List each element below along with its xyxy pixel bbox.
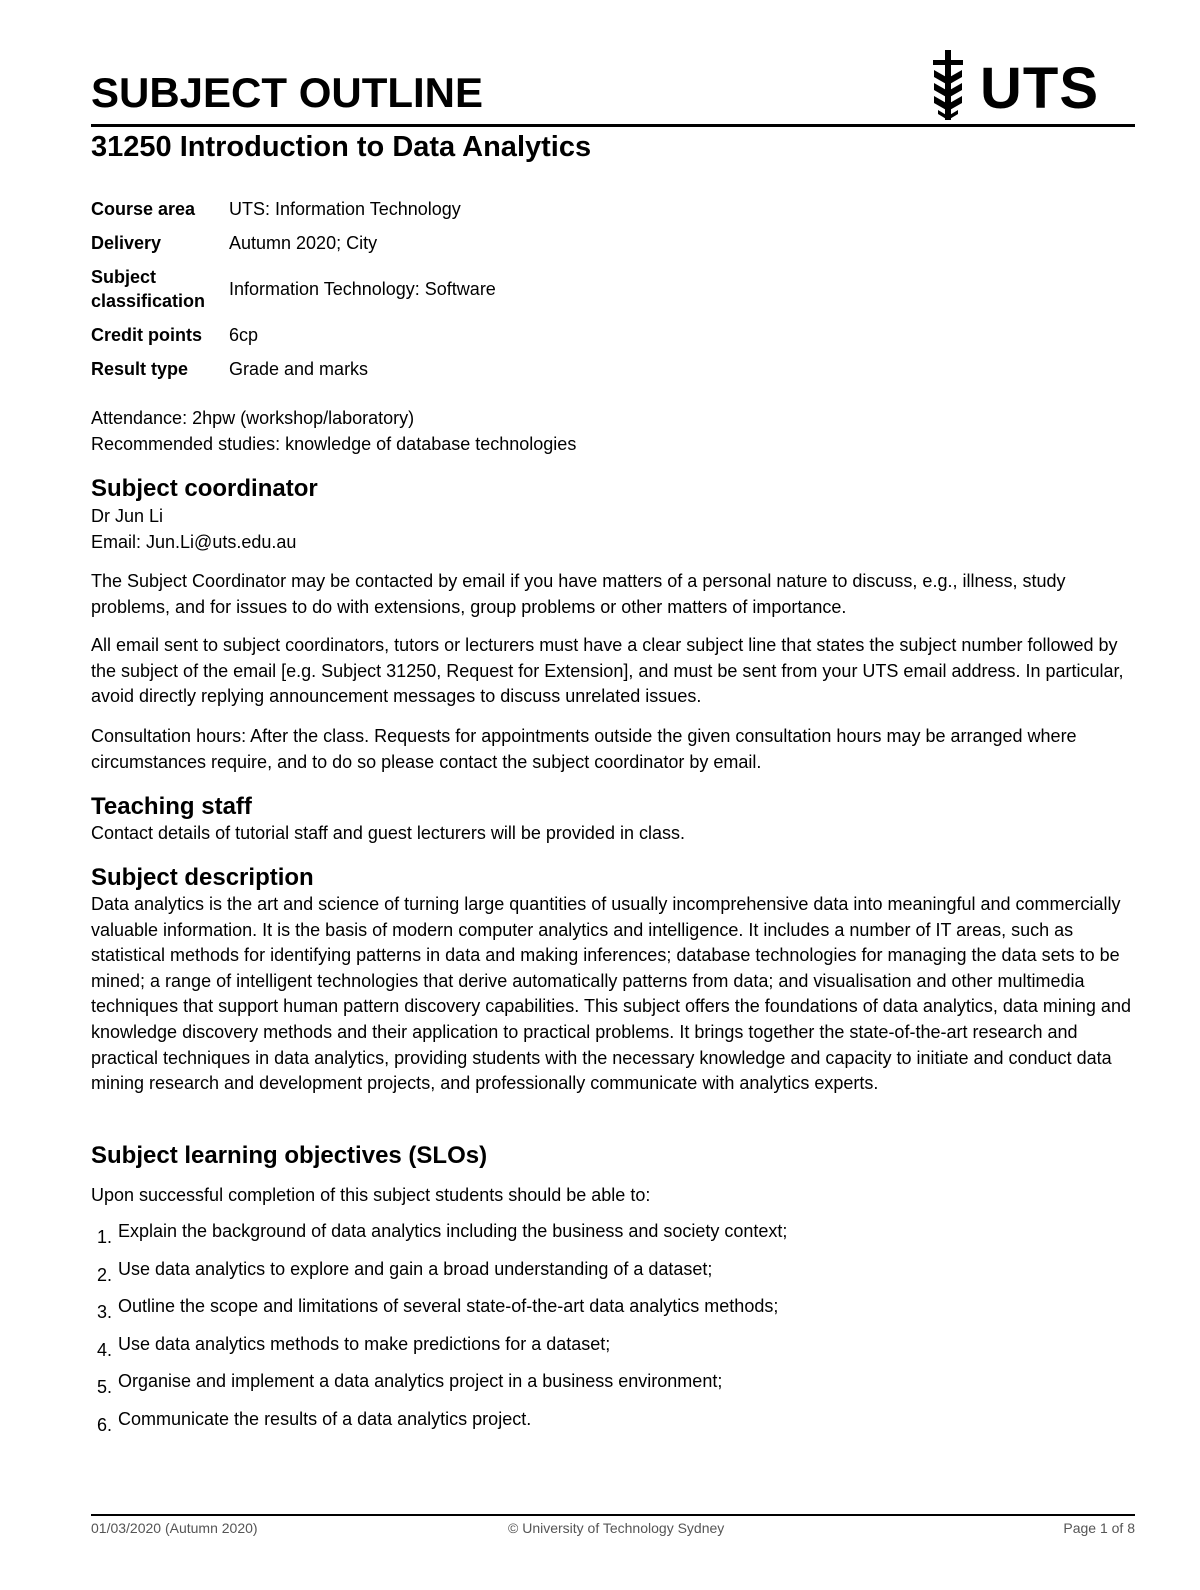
- slo-list: [91, 1218, 1136, 1443]
- footer-page-number: Page 1 of 8: [1063, 1520, 1135, 1536]
- coordinator-heading: Subject coordinator: [91, 475, 318, 502]
- slo-text: Use data analytics methods to make predictions for a dataset;: [118, 1333, 611, 1354]
- meta-value: Grade and marks: [229, 359, 369, 379]
- meta-label: Delivery: [91, 233, 162, 253]
- slo-number: 2.: [97, 1264, 113, 1285]
- document-title: SUBJECT OUTLINE: [91, 69, 484, 116]
- recommended-studies-text: Recommended studies: knowledge of database technologies: [91, 434, 577, 454]
- slo-text: Organise and implement a data analytics project in a business environment;: [118, 1371, 723, 1391]
- list-item: [91, 1256, 1136, 1294]
- header-rule: [91, 124, 1135, 127]
- teaching-staff-text: Contact details of tutorial staff and guest lecturers will be provided in class.: [91, 823, 685, 843]
- footer-date: 01/03/2020 (Autumn 2020): [91, 1520, 258, 1536]
- coordinator-email: Email: Jun.Li@uts.edu.au: [91, 532, 297, 552]
- subject-description-text: Data analytics is the art and science of turning large quantities of usually incomprehensive data into meaningful and commercially valuable information. It is the basis of modern computer analytics and intelligence. It includes a number of IT areas, such as statistical methods for identifying patterns in data and making inferences; database technologies for managing the data sets to be mined; a range of intelligent technologies that derive automatically patterns from data; and visualisation and other multimedia techniques that support human pattern discovery capabilities. This subject offers the foundations of data analytics, data mining and knowledge discovery methods and their application to practical problems. It brings together the state-of-the-art research and practical techniques in data analytics, providing students with the necessary knowledge and capacity to initiate and conduct data mining research and development projects, and professionally communicate with analytics experts.: [91, 894, 1131, 1094]
- meta-row: [91, 352, 991, 386]
- subject-description-heading: Subject description: [91, 864, 314, 891]
- attendance-text: Attendance: 2hpw (workshop/laboratory): [91, 408, 415, 428]
- coordinator-paragraph: Consultation hours: After the class. Requests for appointments outside the given consultation hours may be arranged where circumstances require, and to do so please contact the subject coordinator by email.: [91, 726, 1077, 772]
- list-item: [91, 1331, 1136, 1369]
- meta-label: Credit points: [91, 325, 202, 345]
- meta-row: [91, 318, 991, 352]
- meta-label: Subject classification: [91, 267, 206, 311]
- footer-copyright: © University of Technology Sydney: [508, 1520, 725, 1536]
- slo-number: 5.: [97, 1377, 113, 1397]
- meta-row: [91, 226, 991, 260]
- slo-number: 1.: [97, 1227, 113, 1247]
- subject-details-table: [91, 192, 991, 386]
- meta-value: UTS: Information Technology: [229, 199, 461, 219]
- slos-heading: Subject learning objectives (SLOs): [91, 1142, 488, 1169]
- list-item: [91, 1406, 1136, 1444]
- footer-rule: [91, 1514, 1135, 1516]
- meta-label: Course area: [91, 199, 196, 219]
- uts-logo-text: UTS: [980, 56, 1099, 121]
- slos-intro: Upon successful completion of this subject students should be able to:: [91, 1185, 651, 1205]
- teaching-staff-heading: Teaching staff: [91, 793, 252, 820]
- list-item: [91, 1368, 1136, 1406]
- slo-text: Outline the scope and limitations of several state-of-the-art data analytics methods;: [118, 1296, 779, 1316]
- slo-text: Use data analytics to explore and gain a broad understanding of a dataset;: [118, 1258, 713, 1279]
- meta-row: [91, 260, 991, 318]
- meta-label: Result type: [91, 359, 189, 379]
- coordinator-paragraph: All email sent to subject coordinators, tutors or lecturers must have a clear subject line that states the subject number followed by the subject of the email [e.g. Subject 31250, Request for Extension], and must be sent from your UTS email address. In particular, avoid directly replying announcement messages to discuss unrelated issues.: [91, 635, 1124, 707]
- slo-number: 3.: [97, 1302, 113, 1322]
- list-item: [91, 1218, 1136, 1256]
- uts-logo: [926, 50, 1106, 122]
- meta-row: [91, 192, 991, 226]
- meta-value: 6cp: [229, 325, 259, 345]
- slo-text: Communicate the results of a data analytics project.: [118, 1408, 532, 1429]
- subject-title: 31250 Introduction to Data Analytics: [91, 131, 592, 163]
- meta-value: Autumn 2020; City: [229, 233, 378, 253]
- coordinator-paragraph: The Subject Coordinator may be contacted by email if you have matters of a personal nature to discuss, e.g., illness, study problems, and for issues to do with extensions, group problems or other matters of importance.: [91, 571, 1066, 617]
- slo-number: 4.: [97, 1339, 113, 1360]
- slo-number: 6.: [97, 1414, 113, 1435]
- meta-value: Information Technology: Software: [229, 279, 496, 299]
- list-item: [91, 1293, 1136, 1331]
- slo-text: Explain the background of data analytics including the business and society context;: [118, 1221, 788, 1241]
- uts-crest-icon: [926, 50, 970, 122]
- coordinator-name: Dr Jun Li: [91, 506, 164, 526]
